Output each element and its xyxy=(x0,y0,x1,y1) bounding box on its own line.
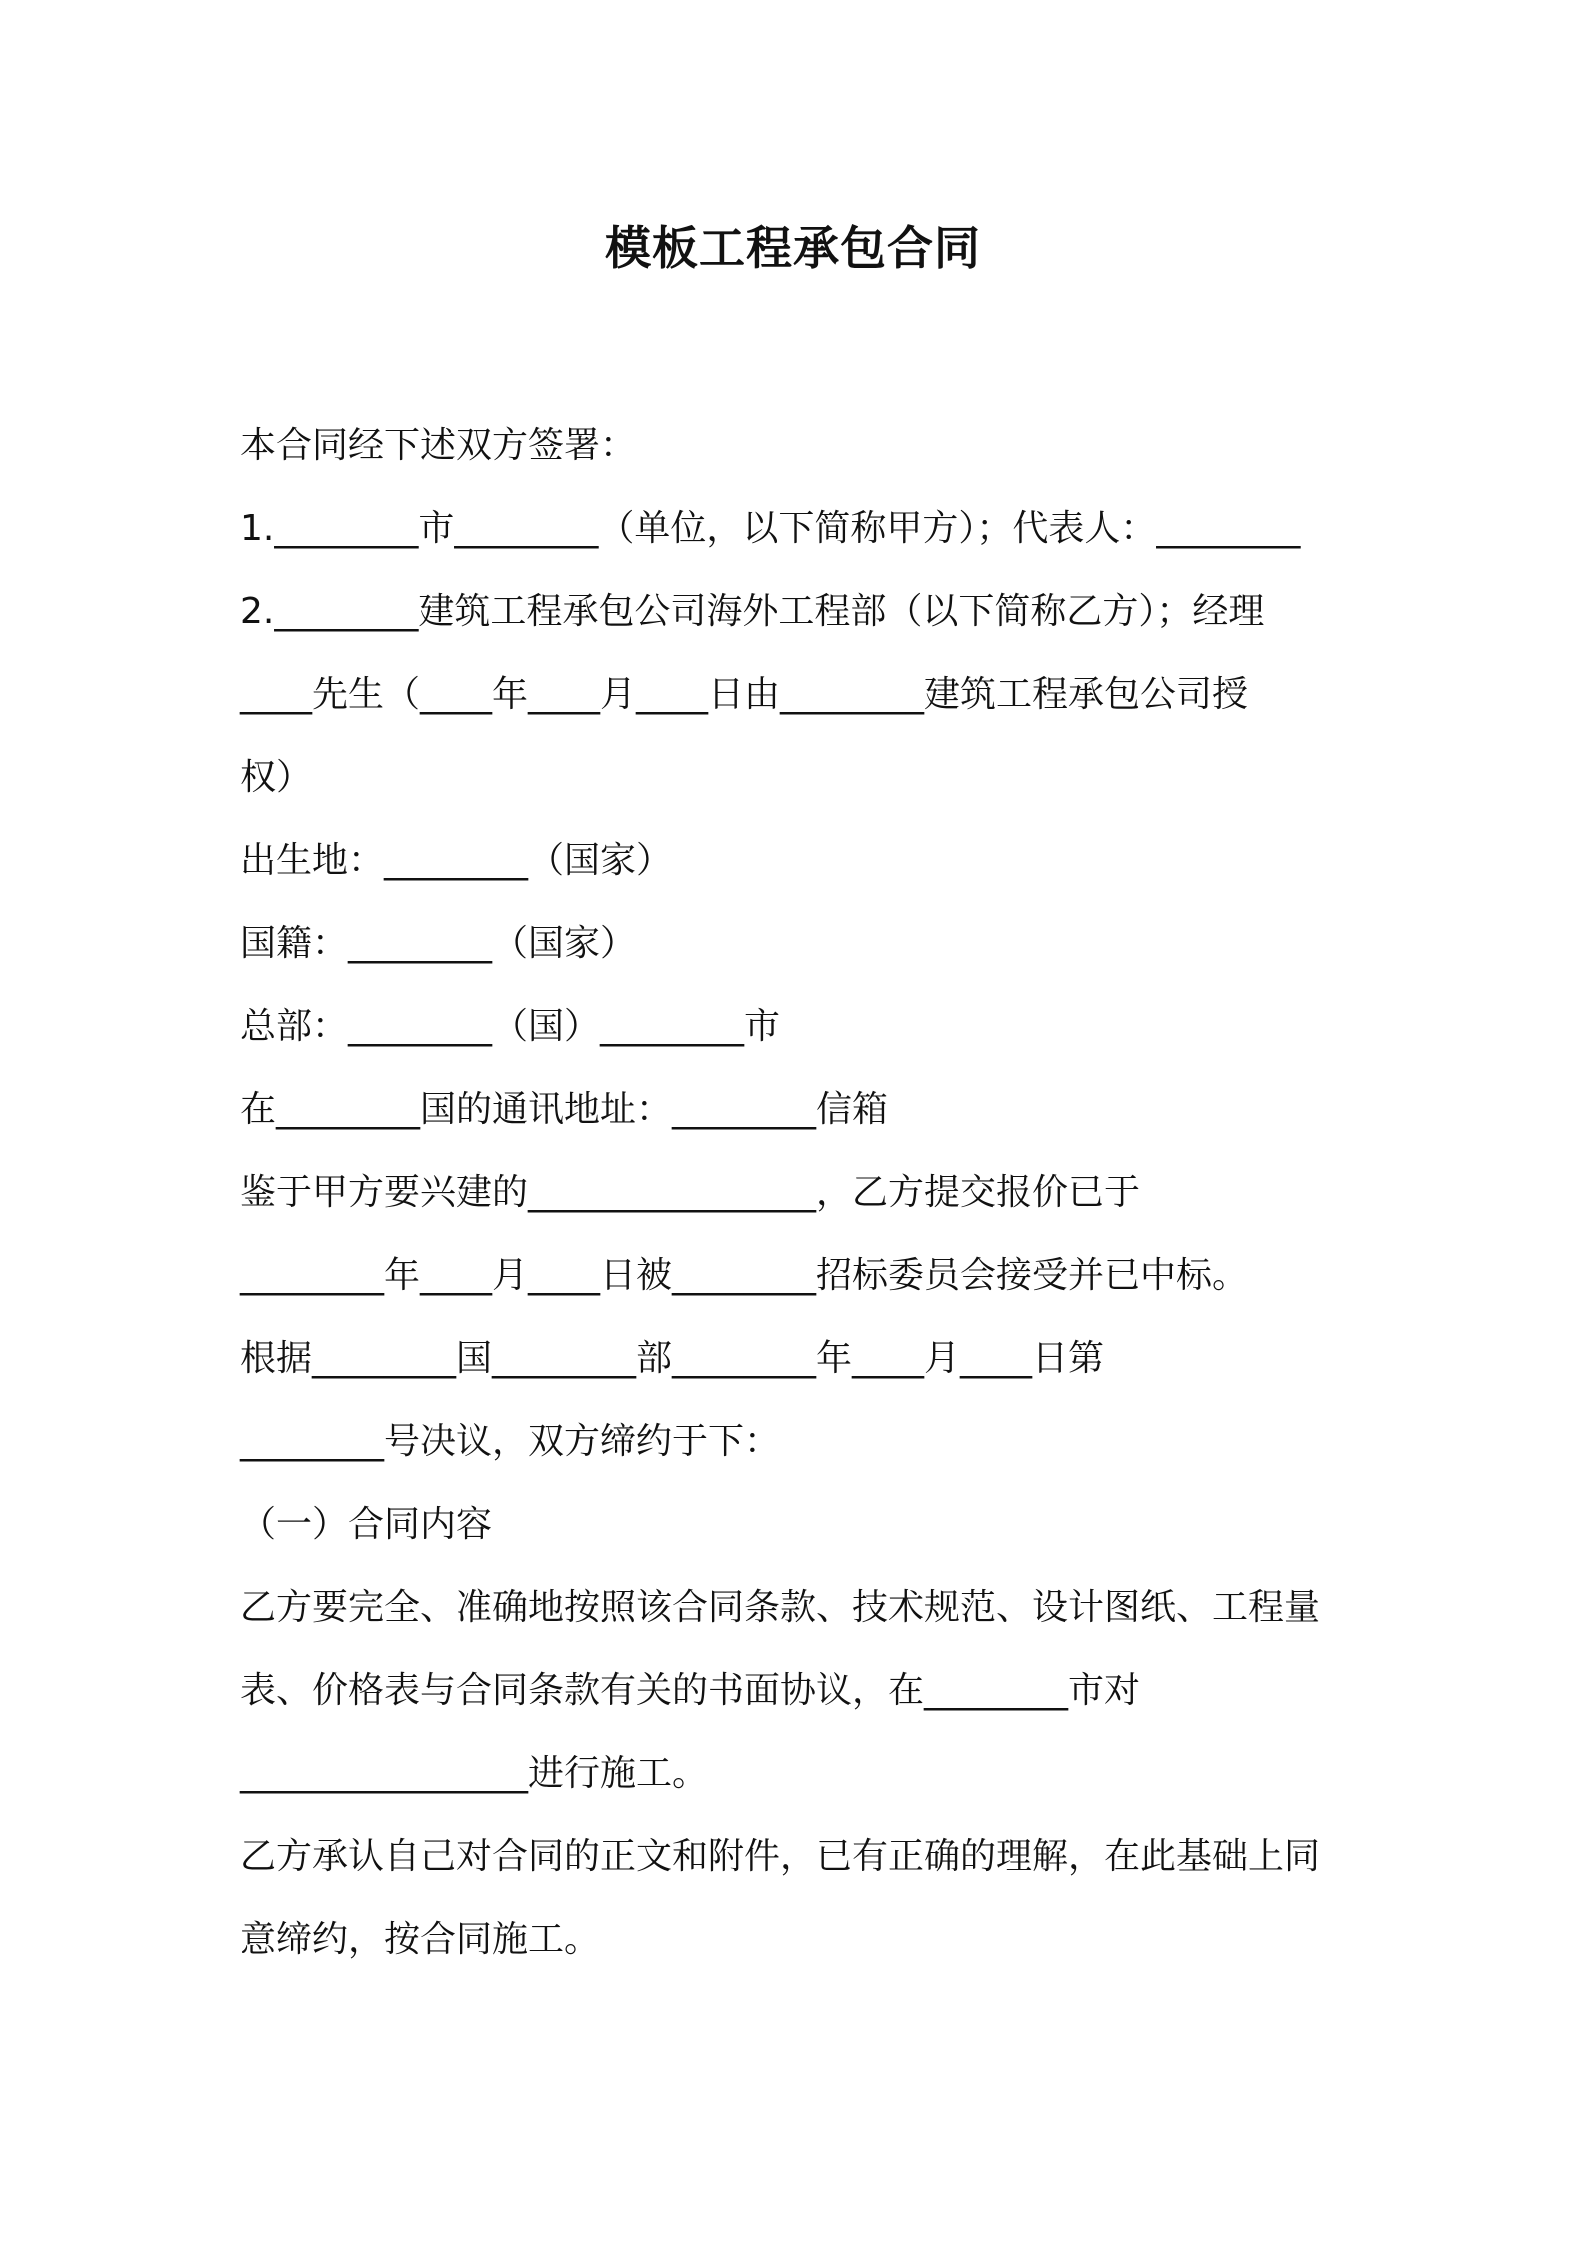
signing-intro: 本合同经下述双方签署： xyxy=(240,425,637,466)
section-heading-contract-content: （一）合同内容 xyxy=(240,1504,493,1545)
headquarters-line: 总部：________（国）________市 xyxy=(240,1006,781,1047)
manager-authorization-continued: 权） xyxy=(240,757,313,798)
resolution-line-1: 根据________国________部________年____月____日第 xyxy=(240,1338,1104,1379)
whereas-line-2: ________年____月____日被________招标委员会接受并已中标。 xyxy=(240,1255,1249,1296)
content-paragraph-2-line-2: 意缔约，按合同施工。 xyxy=(240,1919,601,1960)
manager-authorization-line: ____先生（____年____月____日由________建筑工程承包公司授 xyxy=(240,674,1249,715)
content-paragraph-2-line-1: 乙方承认自己对合同的正文和附件，已有正确的理解，在此基础上同 xyxy=(240,1836,1321,1877)
content-paragraph-1-line-2: 表、价格表与合同条款有关的书面协议，在________市对 xyxy=(240,1670,1141,1711)
whereas-line-1: 鉴于甲方要兴建的________________，乙方提交报价已于 xyxy=(240,1172,1141,1213)
party-a-line: 1.________市________（单位，以下简称甲方）；代表人：________ xyxy=(240,508,1301,549)
document-title: 模板工程承包合同 xyxy=(605,221,981,275)
content-paragraph-1-line-1: 乙方要完全、准确地按照该合同条款、技术规范、设计图纸、工程量 xyxy=(240,1587,1321,1628)
birthplace-line: 出生地：________（国家） xyxy=(240,840,673,881)
content-paragraph-1-line-3: ________________进行施工。 xyxy=(240,1753,709,1794)
document-body xyxy=(240,404,1360,1981)
party-b-line: 2.________建筑工程承包公司海外工程部（以下简称乙方）；经理 xyxy=(240,591,1265,632)
mailing-address-line: 在________国的通讯地址：________信箱 xyxy=(240,1089,889,1130)
resolution-line-2: ________号决议，双方缔约于下： xyxy=(240,1421,781,1462)
nationality-line: 国籍：________（国家） xyxy=(240,923,637,964)
